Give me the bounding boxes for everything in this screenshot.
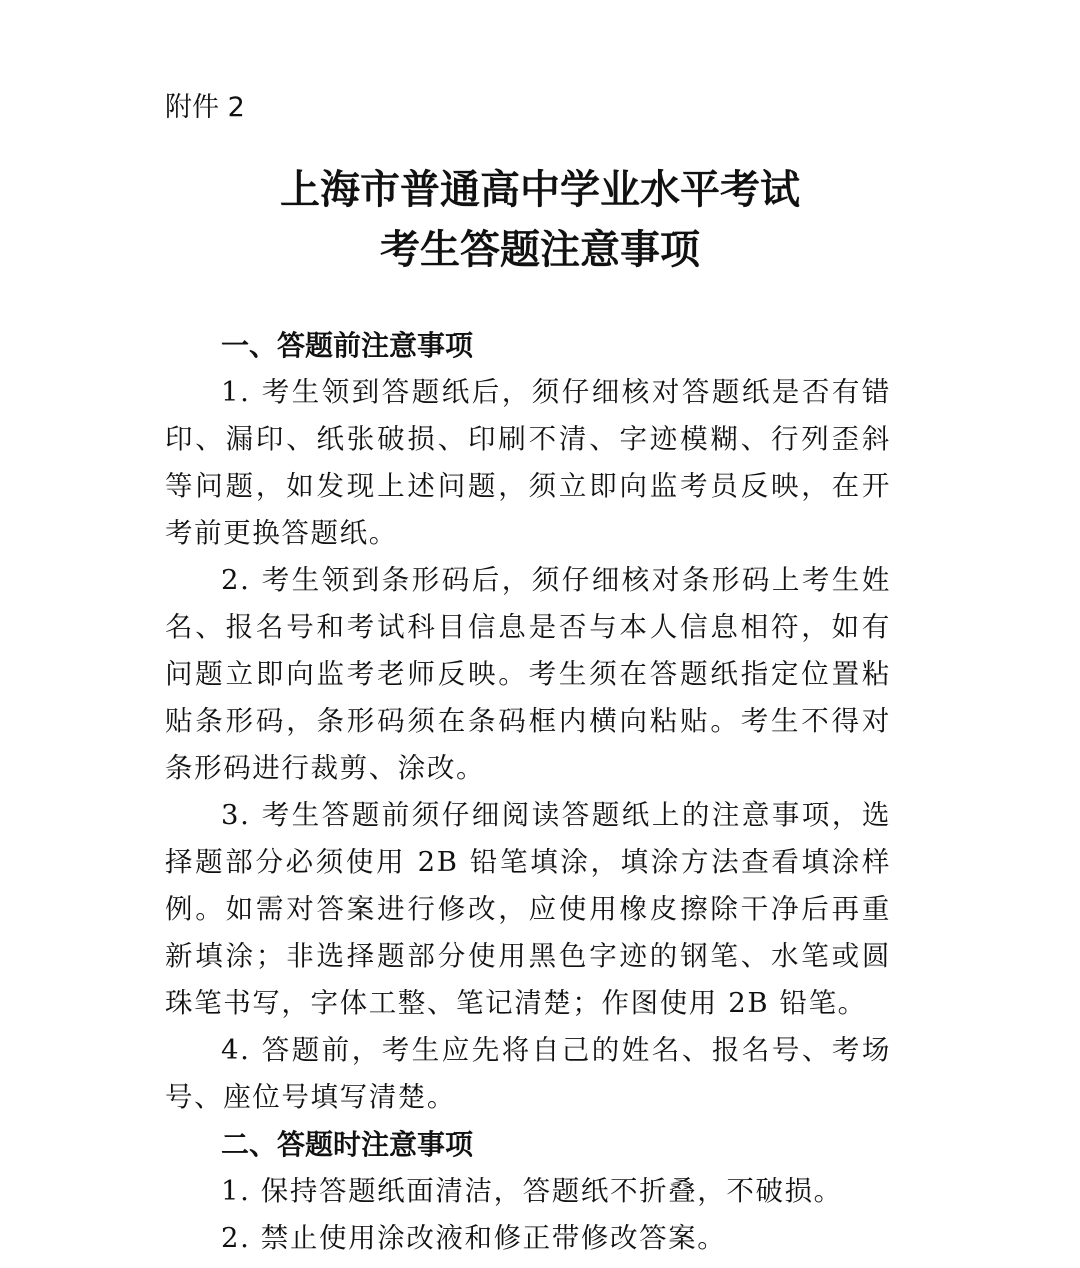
document-title-line-1: 上海市普通高中学业水平考试 <box>280 166 800 213</box>
document-body <box>165 322 891 1262</box>
section-heading-before-answering: 一、答题前注意事项 <box>221 329 474 362</box>
instruction-paragraph: 2. 禁止使用涂改液和修正带修改答案。 <box>221 1222 727 1254</box>
instruction-paragraph: 2. 考生领到条形码后，须仔细核对条形码上考生姓名、报名号和考试科目信息是否与本人信息相符，如有问题立即向监考老师反映。考生须在答题纸指定位置粘贴条形码，条形码须在条码框内横向粘贴。考生不得对条形码进行裁剪、涂改。 <box>165 564 891 784</box>
attachment-label: 附件 2 <box>165 92 245 123</box>
instruction-paragraph: 1. 考生领到答题纸后，须仔细核对答题纸是否有错印、漏印、纸张破损、印刷不清、字迹模糊、行列歪斜等问题，如发现上述问题，须立即向监考员反映，在开考前更换答题纸。 <box>165 376 891 549</box>
instruction-paragraph: 4. 答题前，考生应先将自己的姓名、报名号、考场号、座位号填写清楚。 <box>165 1034 891 1113</box>
section-heading-while-answering: 二、答题时注意事项 <box>221 1128 474 1161</box>
document-title-line-2: 考生答题注意事项 <box>380 226 700 273</box>
instruction-paragraph: 1. 保持答题纸面清洁，答题纸不折叠，不破损。 <box>221 1175 843 1207</box>
instruction-paragraph: 3. 考生答题前须仔细阅读答题纸上的注意事项，选择题部分必须使用 2B 铅笔填涂，填涂方法查看填涂样例。如需对答案进行修改，应使用橡皮擦除干净后再重新填涂；非选择题部分使用黑色字迹的钢笔、水笔或圆珠笔书写，字体工整、笔记清楚；作图使用 2B 铅笔。 <box>165 799 891 1019</box>
